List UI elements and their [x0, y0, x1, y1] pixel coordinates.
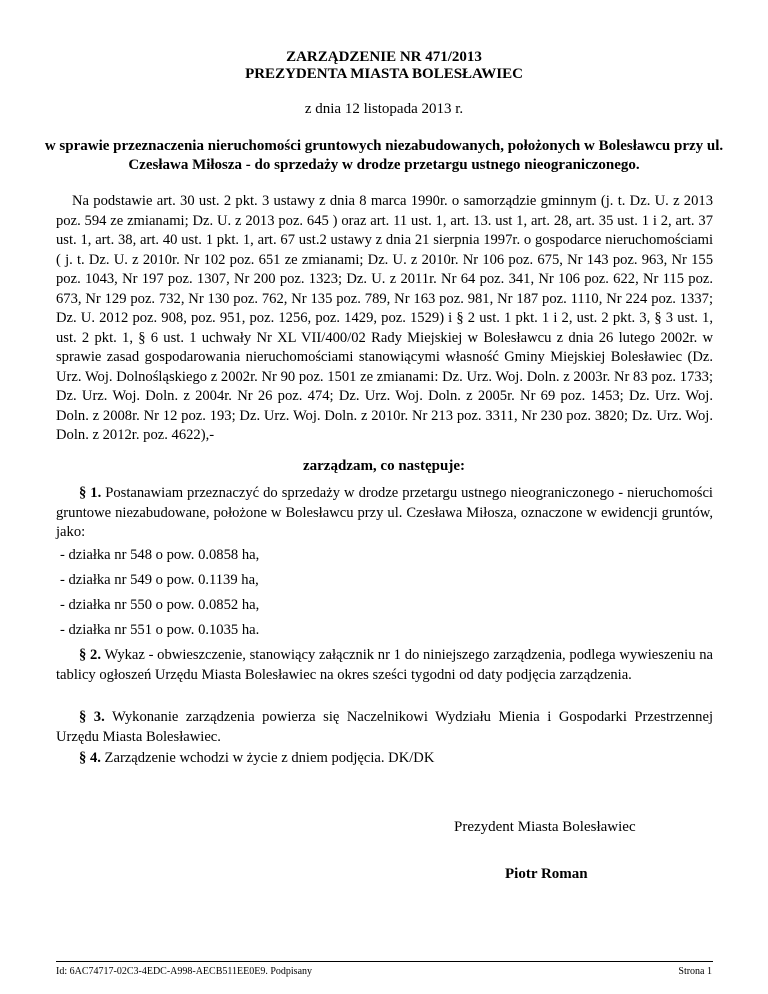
document-title: [0, 49, 768, 83]
document-title-line1: ZARZĄDZENIE NR 471/2013: [286, 49, 482, 65]
paragraph-2: [56, 646, 713, 685]
footer-document-id: Id: 6AC74717-02C3-4EDC-A998-AECB511EE0E9. Podpisany: [56, 966, 313, 977]
paragraph-1: [56, 484, 713, 543]
footer-divider: [56, 961, 713, 962]
document-date: z dnia 12 listopada 2013 r.: [304, 101, 464, 117]
paragraph-3-label: § 3.: [79, 709, 105, 725]
paragraph-4: [56, 749, 713, 769]
paragraph-1-text: Postanawiam przeznaczyć do sprzedaży w drodze przetargu ustnego nieograniczonego - nieruchomości gruntowe niezabudowane, położone w Bolesławcu przy ul. Czesława Miłosza, oznaczone w ewidencji gruntów, jako:: [56, 485, 713, 540]
plot-item: - działka nr 549 o pow. 0.1139 ha,: [60, 572, 259, 588]
signer-title: Prezydent Miasta Bolesławiec: [454, 819, 636, 835]
paragraph-4-text: Zarządzenie wchodzi w życie z dniem podjęcia. DK/DK: [104, 750, 435, 766]
paragraph-1-label: § 1.: [79, 485, 102, 501]
plot-item: - działka nr 548 o pow. 0.0858 ha,: [60, 547, 260, 563]
footer-page-number: Strona 1: [678, 966, 712, 977]
decree-line: zarządzam, co następuje:: [302, 458, 466, 474]
document-subject: w sprawie przeznaczenia nieruchomości gruntowych niezabudowanych, położonych w Bolesławcu przy ul. Czesława Miłosza - do sprzedaży w drodze przetargu ustnego nieograniczonego.: [44, 138, 724, 173]
paragraph-2-text: Wykaz - obwieszczenie, stanowiący załącznik nr 1 do niniejszego zarządzenia, podlega wywieszeniu na tablicy ogłoszeń Urzędu Miasta Bolesławiec na okres sześci tygodni od daty podjęcia zarządzenia.: [56, 647, 714, 683]
paragraph-3: [56, 708, 713, 747]
paragraph-2-label: § 2.: [79, 647, 101, 663]
document-title-line2: PREZYDENTA MIASTA BOLESŁAWIEC: [245, 66, 523, 82]
plot-item: - działka nr 550 o pow. 0.0852 ha,: [60, 597, 260, 613]
plot-item: - działka nr 551 o pow. 0.1035 ha.: [60, 622, 260, 638]
legal-basis: Na podstawie art. 30 ust. 2 pkt. 3 ustawy z dnia 8 marca 1990r. o samorządzie gminnym (j. t. Dz. U. z 2013 poz. 594 ze zmianami; Dz. U. z 2013 poz. 645 ) oraz art. 11 ust. 1, art. 13. ust 1, art. 28, art. 35 ust. 1 i 2, art. 37 ust. 1, art. 38, art. 40 ust. 1 pkt. 1, art. 67 ust.2 ustawy z dnia 21 sierpnia 1997r. o gospodarce nieruchomościami ( j. t. Dz. U. z 2010r. Nr 102 poz. 651 ze zmianami; Dz. U. z 2010r. Nr 106 poz. 675, Nr 143 poz. 963, Nr 155 poz. 1043, Nr 197 poz. 1307, Nr 200 poz. 1323; Dz. U. z 2011r. Nr 64 poz. 341, Nr 106 poz. 622, Nr 115 poz. 673, Nr 129 poz. 732, Nr 130 poz. 762, Nr 135 poz. 789, Nr 163 poz. 981, Nr 187 poz. 1110, Nr 224 poz. 1337; Dz. U. 2012 poz. 908, poz. 951, poz. 1256, poz. 1429, poz. 1529) i § 2 ust. 1 pkt. 1 i 2, ust. 2 pkt. 3, § 3 ust. 1, ust. 2 pkt. 1, § 6 ust. 1 uchwały Nr XL VII/400/02 Rady Miejskiej w Bolesławcu z dnia 26 lutego 2002r. w sprawie zasad gospodarowania nieruchomościami stanowiącymi własność Gminy Miejskiej Bolesławiec (Dz. Urz. Woj. Dolnośląskiego z 2002r. Nr 90 poz. 1501 ze zmianami: Dz. Urz. Woj. Doln. z 2003r. Nr 83 poz. 1733; Dz. Urz. Woj. Doln. z 2004r. Nr 26 poz. 474; Dz. Urz. Woj. Doln. z 2005r. Nr 69 poz. 1453; Dz. Urz. Woj. Doln. z 2008r. Nr 12 poz. 193; Dz. Urz. Woj. Doln. z 2010r. Nr 213 poz. 3311, Nr 230 poz. 3820; Dz. Urz. Woj. Doln. z 2012r. poz. 4622),-: [56, 193, 713, 443]
paragraph-4-label: § 4.: [79, 750, 101, 766]
signer-name: Piotr Roman: [505, 866, 588, 882]
paragraph-3-text: Wykonanie zarządzenia powierza się Naczelnikowi Wydziału Mienia i Gospodarki Przestrzennej Urzędu Miasta Bolesławiec.: [56, 709, 714, 745]
